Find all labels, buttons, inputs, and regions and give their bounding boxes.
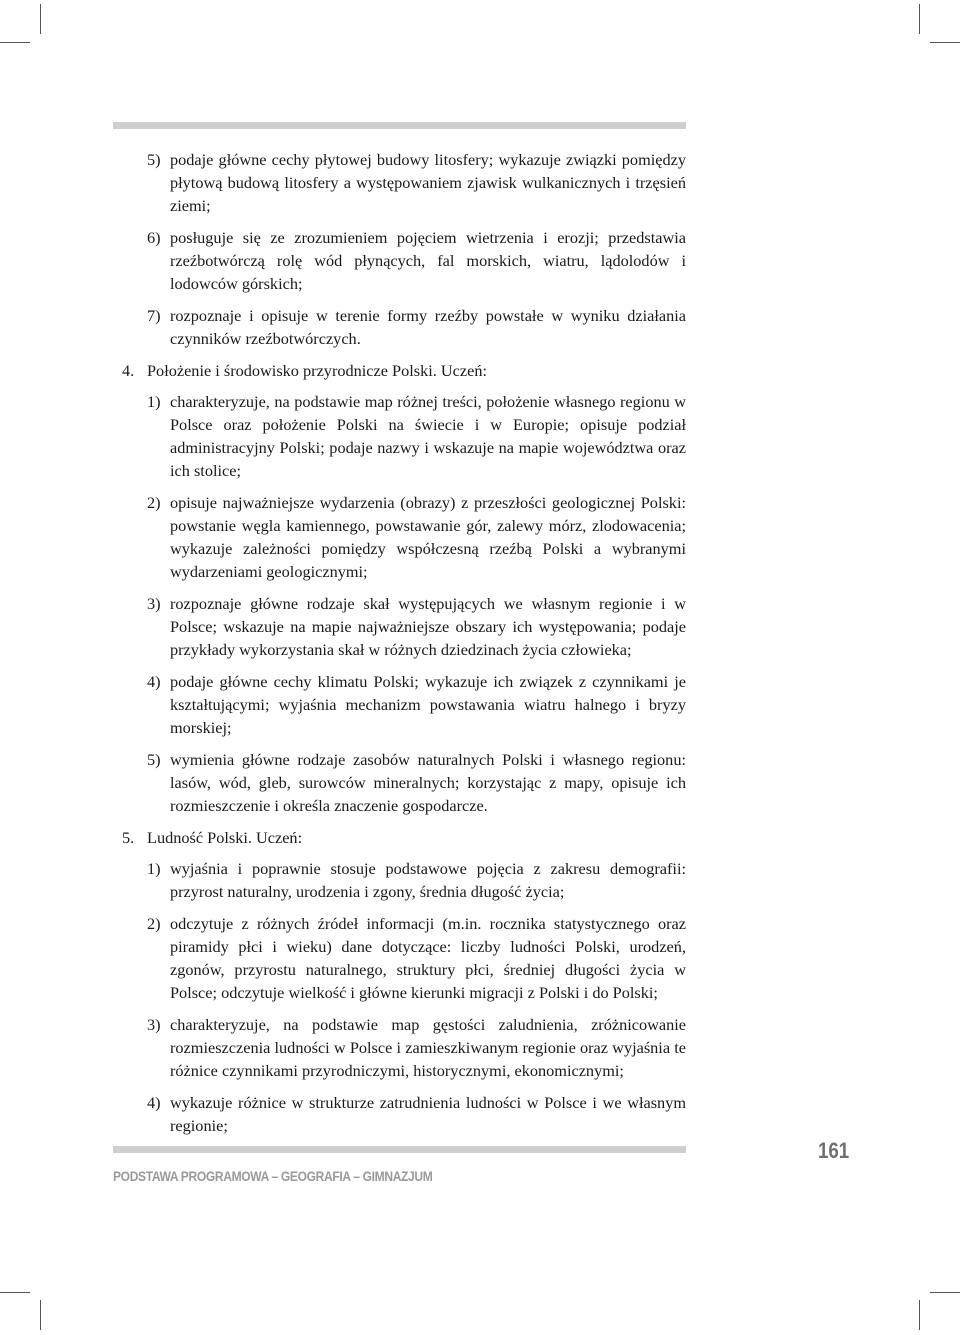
list-top [118, 148, 686, 350]
header-rule [113, 122, 686, 129]
crop-mark [930, 1292, 960, 1293]
list-item: 2) odczytuje z różnych źródeł informacji (m.in. rocznika statystycznego oraz piramidy płci i wieku) dane dotyczące: liczby ludności Polski, urodzeń, zgonów, przyrostu naturalnego, struktury płci, średniej długości życia w Polsce; odczytuje wielkość i główne kierunki migracji z Polski i do Polski; [147, 914, 686, 1002]
crop-mark [919, 1300, 920, 1330]
crop-mark [40, 1300, 41, 1330]
page-number: 161 [818, 1138, 850, 1163]
footer-rule [113, 1146, 686, 1153]
crop-mark [0, 1292, 30, 1293]
list-item: 7) rozpoznaje i opisuje w terenie formy rzeźby powstałe w wyniku działania czynników rzeźbotwórczych. [147, 306, 686, 348]
list-item: 5) wymienia główne rodzaje zasobów naturalnych Polski i własnego regionu: lasów, wód, gleb, surowców mineralnych; korzystając z mapy, opisuje ich rozmieszczenie i określa znaczenie gospodarcze. [147, 750, 686, 815]
section-heading: 4. Położenie i środowisko przyrodnicze Polski. Uczeń: [122, 361, 488, 380]
footer-title: PODSTAWA PROGRAMOWA – GEOGRAFIA – GIMNAZJUM [113, 1168, 433, 1184]
list-item: 3) charakteryzuje, na podstawie map gęstości zaludnienia, zróżnicowanie rozmieszczenia ludności w Polsce i zamieszkiwanym regionie oraz wyjaśnia te różnice czynnikami przyrodniczymi, historycznymi, ekonomicznymi; [147, 1015, 686, 1080]
list-item: 1) charakteryzuje, na podstawie map różnej treści, położenie własnego regionu w Polsce oraz położenie Polski na świecie i w Europie; opisuje podział administracyjny Polski; podaje nazwy i wskazuje na mapie województwa oraz ich stolice; [147, 392, 686, 480]
list-item: 4) wykazuje różnice w strukturze zatrudnienia ludności w Polsce i we własnym regionie; [147, 1093, 686, 1135]
section-4-list [118, 390, 686, 817]
section-heading: 5. Ludność Polski. Uczeń: [122, 828, 303, 847]
crop-mark [930, 42, 960, 43]
list-item: 4) podaje główne cechy klimatu Polski; wykazuje ich związek z czynnikami je kształtującymi; wyjaśnia mechanizm powstawania wiatru halnego i bryzy morskiej; [147, 672, 686, 737]
list-item: 1) wyjaśnia i poprawnie stosuje podstawowe pojęcia z zakresu demografii: przyrost naturalny, urodzenia i zgony, średnia długość życia; [147, 859, 686, 901]
crop-mark [40, 4, 41, 34]
section-5-list [118, 857, 686, 1137]
list-item: 5) podaje główne cechy płytowej budowy litosfery; wykazuje związki pomiędzy płytową budową litosfery a występowaniem zjawisk wulkanicznych i trzęsień ziemi; [147, 150, 686, 215]
list-item: 3) rozpoznaje główne rodzaje skał występujących we własnym regionie i w Polsce; wskazuje na mapie najważniejsze obszary ich występowania; podaje przykłady wykorzystania skał w różnych dziedzinach życia człowieka; [147, 594, 686, 659]
list-item: 2) opisuje najważniejsze wydarzenia (obrazy) z przeszłości geologicznej Polski: powstanie węgla kamiennego, powstawanie gór, zalewy mórz, zlodowacenia; wykazuje zależności pomiędzy współczesną rzeźbą Polski a wybranymi wydarzeniami geologicznymi; [147, 493, 686, 581]
crop-mark [919, 4, 920, 34]
page-content [118, 148, 686, 1146]
list-item: 6) posługuje się ze zrozumieniem pojęciem wietrzenia i erozji; przedstawia rzeźbotwórczą rolę wód płynących, fal morskich, wiatru, lądolodów i lodowców górskich; [147, 228, 686, 293]
crop-mark [0, 42, 30, 43]
